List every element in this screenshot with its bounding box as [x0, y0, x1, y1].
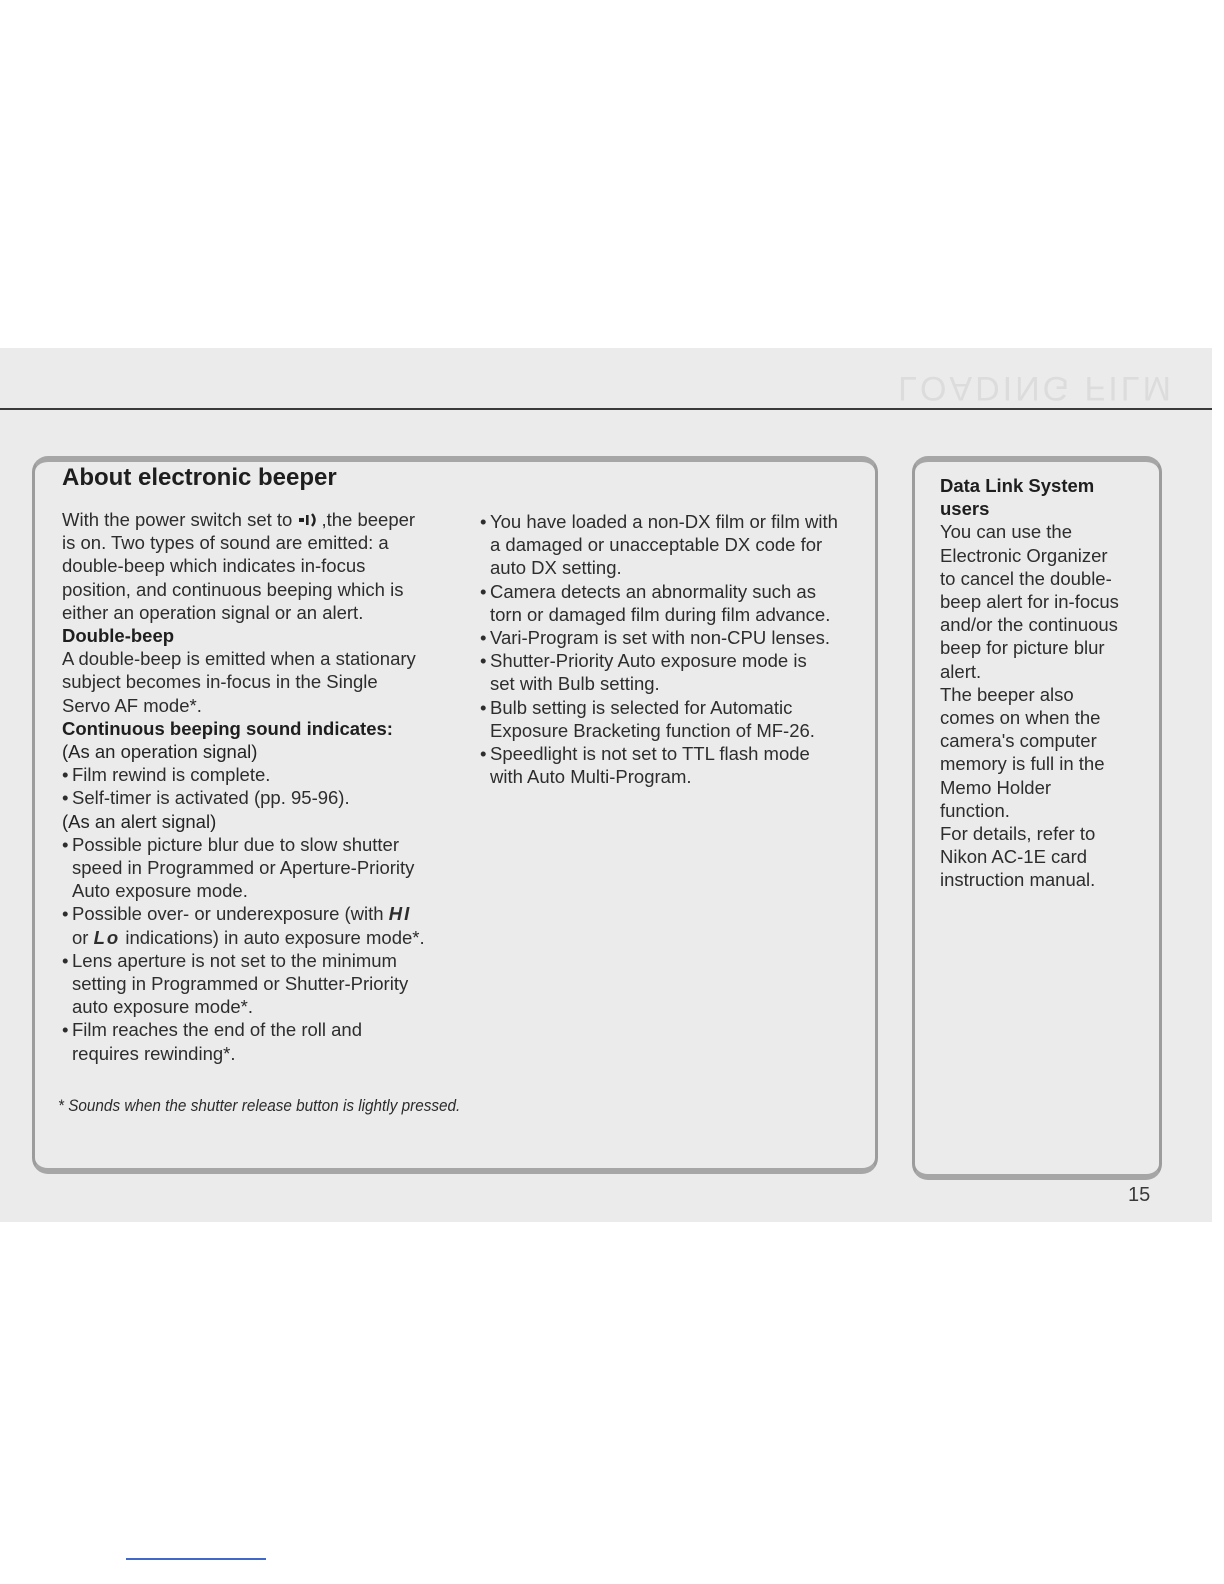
alert-item: • Speedlight is not set to TTL flash mode: [480, 743, 810, 765]
alert-item: • Bulb setting is selected for Automatic: [480, 696, 793, 718]
bullet-icon: •: [62, 787, 69, 809]
sidebar-title: Data Link System: [940, 475, 1095, 496]
bullet-icon: •: [480, 511, 487, 532]
bullet-icon: •: [480, 580, 487, 602]
sidebar-line: Nikon AC-1E card: [940, 846, 1088, 868]
sidebar-line: Electronic Organizer: [940, 544, 1108, 566]
left-column: [62, 508, 452, 1065]
operation-item: • Film rewind is complete.: [62, 764, 271, 786]
alert-item-cont: or Lo indications) in auto exposure mode*.: [72, 926, 425, 948]
bullet-icon: •: [480, 743, 487, 765]
sidebar-line: The beeper also: [940, 683, 1074, 705]
intro-line: position, and continuous beeping which is: [62, 578, 404, 600]
link-underline: [126, 1558, 266, 1560]
sidebar-column: [940, 474, 1140, 892]
intro-line: With the power switch set to ,the beeper: [62, 509, 416, 530]
operation-signal-heading: (As an operation signal): [62, 741, 258, 763]
sidebar-line: You can use the: [940, 521, 1073, 543]
lcd-hi-indicator: HI: [388, 903, 412, 925]
section-title: About electronic beeper: [62, 464, 337, 491]
alert-item-cont: Exposure Bracketing function of MF-26.: [490, 719, 815, 741]
bullet-icon: •: [62, 1019, 69, 1041]
bullet-icon: •: [62, 833, 69, 855]
intro-line: is on. Two types of sound are emitted: a: [62, 532, 389, 554]
sidebar-line: memory is full in the: [940, 753, 1105, 775]
alert-item-cont: Auto exposure mode.: [72, 880, 248, 902]
alert-item: • Vari-Program is set with non-CPU lenses.: [480, 627, 830, 649]
alert-item: • You have loaded a non-DX film or film with: [480, 511, 838, 532]
intro-line: double-beep which indicates in-focus: [62, 555, 366, 577]
alert-item-cont: a damaged or unacceptable DX code for: [490, 534, 823, 556]
sidebar-line: beep for picture blur: [940, 637, 1105, 659]
alert-item: • Lens aperture is not set to the minimum: [62, 949, 397, 971]
lcd-lo-indicator: Lo: [93, 926, 121, 948]
header-rule: [0, 408, 1212, 410]
bullet-icon: •: [480, 627, 487, 649]
sidebar-title: users: [940, 498, 990, 520]
alert-item-cont: torn or damaged film during film advance.: [490, 603, 831, 625]
double-beep-line: A double-beep is emitted when a stationary: [62, 648, 416, 670]
running-header: LOADING FILM: [898, 369, 1174, 407]
manual-page: [0, 348, 1212, 1222]
sidebar-line: function.: [940, 799, 1010, 821]
alert-item-cont: setting in Programmed or Shutter-Priority: [72, 973, 409, 995]
page-number: 15: [1128, 1184, 1151, 1206]
alert-item-cont: auto DX setting.: [490, 557, 622, 579]
alert-item-cont: speed in Programmed or Aperture-Priority: [72, 857, 415, 879]
double-beep-line: Servo AF mode*.: [62, 694, 202, 716]
double-beep-heading: Double-beep: [62, 625, 175, 647]
bullet-icon: •: [480, 696, 487, 718]
sidebar-line: Memo Holder: [940, 776, 1052, 798]
footnote: * Sounds when the shutter release button is lightly pressed.: [58, 1096, 461, 1115]
alert-item: • Camera detects an abnormality such as: [480, 580, 816, 602]
sidebar-line: and/or the continuous: [940, 614, 1118, 636]
continuous-heading: Continuous beeping sound indicates:: [62, 717, 393, 739]
right-column: [480, 510, 870, 788]
sidebar-line: beep alert for in-focus: [940, 591, 1119, 613]
alert-item-cont: set with Bulb setting.: [490, 673, 660, 695]
bullet-icon: •: [62, 903, 69, 925]
alert-item: • Shutter-Priority Auto exposure mode is: [480, 650, 807, 672]
sidebar-line: comes on when the: [940, 707, 1101, 729]
bullet-icon: •: [62, 949, 69, 971]
beeper-sound-icon: [297, 512, 321, 528]
sidebar-line: camera's computer: [940, 730, 1097, 752]
bullet-icon: •: [62, 764, 69, 786]
alert-item-cont: with Auto Multi-Program.: [490, 766, 692, 788]
sidebar-line: alert.: [940, 660, 982, 682]
alert-item: • Possible picture blur due to slow shutter: [62, 833, 400, 855]
intro-line: either an operation signal or an alert.: [62, 601, 364, 623]
bullet-icon: •: [480, 650, 487, 672]
operation-item: • Self-timer is activated (pp. 95-96).: [62, 787, 350, 809]
sidebar-line: to cancel the double-: [940, 567, 1112, 589]
alert-item: • Film reaches the end of the roll and: [62, 1019, 362, 1041]
alert-item-cont: requires rewinding*.: [72, 1042, 236, 1064]
sidebar-line: For details, refer to: [940, 823, 1096, 845]
alert-item-cont: auto exposure mode*.: [72, 996, 254, 1018]
alert-item: • Possible over- or underexposure (with HI: [62, 903, 412, 925]
double-beep-line: subject becomes in-focus in the Single: [62, 671, 378, 693]
alert-signal-heading: (As an alert signal): [62, 810, 217, 832]
sidebar-line: instruction manual.: [940, 869, 1096, 891]
